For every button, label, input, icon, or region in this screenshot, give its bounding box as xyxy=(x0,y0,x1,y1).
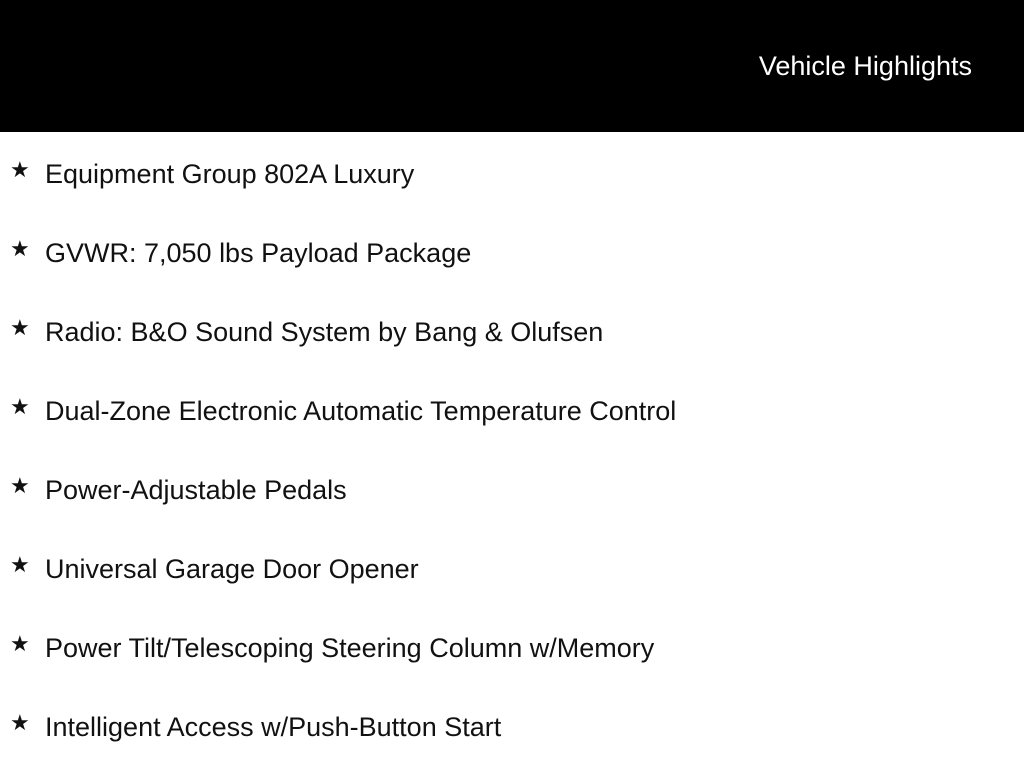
star-icon: ★ xyxy=(10,236,30,261)
header-banner xyxy=(0,0,1024,132)
highlight-label: Intelligent Access w/Push-Button Start xyxy=(45,712,502,742)
star-icon: ★ xyxy=(10,394,30,419)
highlight-label: Power Tilt/Telescoping Steering Column w/Memory xyxy=(45,633,655,663)
star-icon: ★ xyxy=(10,552,30,577)
highlight-label: GVWR: 7,050 lbs Payload Package xyxy=(45,238,472,268)
star-icon: ★ xyxy=(10,157,30,182)
highlight-item xyxy=(0,626,1024,666)
star-icon: ★ xyxy=(10,710,30,735)
highlight-item xyxy=(0,547,1024,587)
highlight-item xyxy=(0,468,1024,508)
highlight-label: Equipment Group 802A Luxury xyxy=(45,159,415,189)
highlight-label: Universal Garage Door Opener xyxy=(45,554,419,584)
page-title: Vehicle Highlights xyxy=(758,51,972,81)
highlight-item xyxy=(0,705,1024,745)
vehicle-highlights-list xyxy=(0,132,1024,768)
highlight-label: Power-Adjustable Pedals xyxy=(45,475,347,505)
highlight-item xyxy=(0,231,1024,271)
highlight-label: Dual-Zone Electronic Automatic Temperature Control xyxy=(45,396,677,426)
highlight-item xyxy=(0,152,1024,192)
star-icon: ★ xyxy=(10,631,30,656)
highlight-item xyxy=(0,389,1024,429)
star-icon: ★ xyxy=(10,473,30,498)
star-icon: ★ xyxy=(10,315,30,340)
highlight-item xyxy=(0,310,1024,350)
highlight-label: Radio: B&O Sound System by Bang & Olufsen xyxy=(45,317,604,347)
